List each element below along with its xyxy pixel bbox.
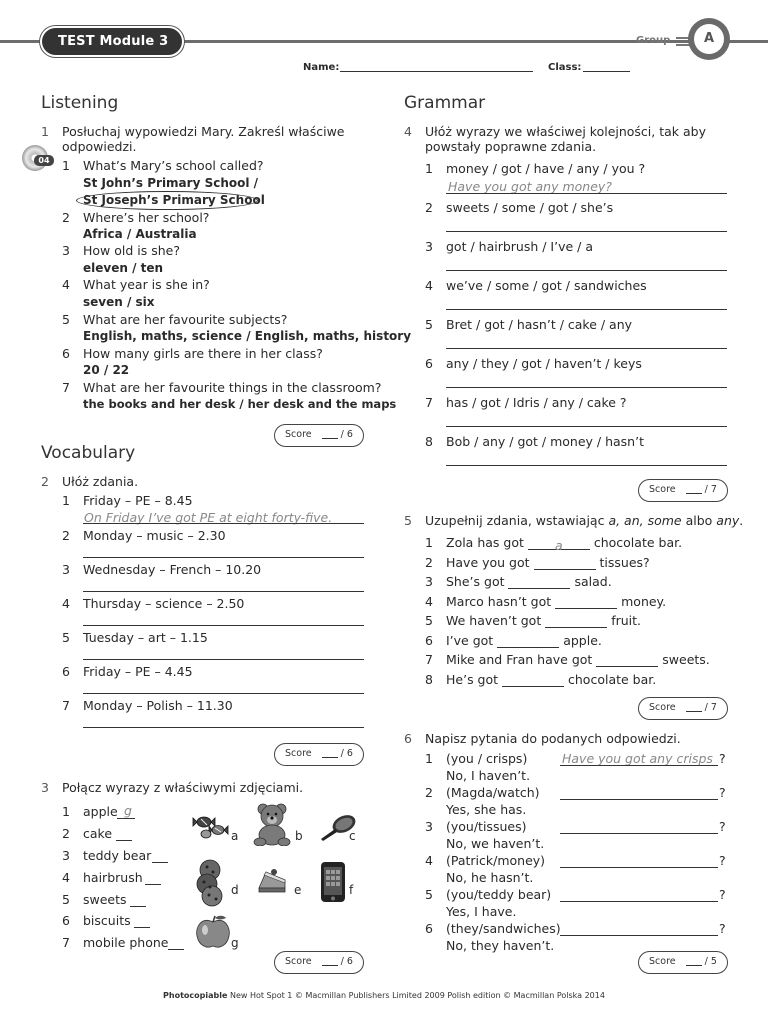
score-total: / 6 [340,956,353,967]
cake-picture [256,866,290,896]
item-number: 6 [425,921,433,936]
item-number: 5 [425,317,433,332]
word-text: hairbrush [83,870,143,885]
class-label: Class: [548,62,582,73]
question-text: How many girls are there in her class? [83,346,323,361]
item-number: 3 [62,243,70,258]
sentence: She’s got salad. [446,574,612,589]
answer-blank[interactable] [502,675,564,687]
exercise-instruction: Uzupełnij zdania, wstawiając a, an, some albo any. [425,513,744,528]
score-blank[interactable] [686,484,702,494]
exercise-instruction: odpowiedzi. [62,139,137,154]
item-number: 7 [425,652,433,667]
word-text: mobile phone [83,935,169,950]
exercise-number: 4 [404,124,412,139]
answer-blank[interactable] [116,840,132,841]
score-total: / 7 [704,484,717,495]
answer-line[interactable] [446,465,727,466]
item-number: 4 [62,277,70,292]
answer-blank[interactable] [555,597,617,609]
score-box [638,697,728,720]
answer-options[interactable]: 20 / 22 [83,363,130,377]
item-number: 8 [425,434,433,449]
score-label: Score [285,956,312,967]
question-text: How old is she? [83,243,180,258]
score-box [274,424,364,447]
cue-text: (you/teddy bear) [446,887,552,902]
answer-blank[interactable]: a [528,538,590,550]
teddy-bear-picture [252,802,292,846]
answer-blank[interactable] [145,884,161,885]
prompt-text: any / they / got / haven’t / keys [446,356,642,371]
prompt-text: Monday – music – 2.30 [83,528,226,543]
score-blank[interactable] [322,956,338,966]
sentence: We haven’t got fruit. [446,613,641,628]
score-label: Score [649,702,676,713]
question-text: What year is she in? [83,277,210,292]
answer-line[interactable] [83,625,364,626]
item-number: 2 [425,785,433,800]
score-label: Score [285,429,312,440]
answer-options[interactable]: seven / six [83,295,155,309]
class-field[interactable] [583,71,630,72]
answer-options[interactable]: St Joseph’s Primary School [83,193,265,207]
prompt-text: has / got / Idris / any / cake ? [446,395,627,410]
exercise-number: 3 [41,780,49,795]
score-total: / 6 [340,429,353,440]
exercise-instruction: Posłuchaj wypowiedzi Mary. Zakreśl właściwe [62,124,345,139]
exercise-number: 6 [404,731,412,746]
answer-options[interactable]: Africa / Australia [83,227,197,241]
prompt-text: Monday – Polish – 11.30 [83,698,233,713]
circled-answer-mark [76,191,258,210]
item-number: 3 [425,239,433,254]
item-number: 4 [425,278,433,293]
item-number: 6 [62,913,70,928]
cue-text: (Magda/watch) [446,785,540,800]
apple-picture [193,914,233,950]
item-number: 5 [425,613,433,628]
item-number: 2 [425,200,433,215]
question-text: Where’s her school? [83,210,210,225]
score-blank[interactable] [686,956,702,966]
picture-letter: g [231,936,239,950]
picture-letter: f [349,883,354,897]
exercise-number: 1 [41,124,49,139]
word-text: biscuits [83,913,131,928]
cue-text: (you / crisps) [446,751,528,766]
answer-line[interactable] [83,659,364,660]
answer-line[interactable] [446,387,727,388]
answer-blank[interactable] [534,558,596,570]
answer-line[interactable] [446,193,727,194]
word-text: apple [83,804,118,819]
answer-line[interactable] [560,799,718,800]
item-number: 1 [62,158,70,173]
picture-letter: a [231,829,239,843]
question-mark: ? [719,853,726,868]
cue-text: (they/sandwiches) [446,921,561,936]
score-blank[interactable] [322,748,338,758]
picture-letter: c [349,829,356,843]
sentence: Have you got tissues? [446,555,650,570]
item-number: 4 [62,596,70,611]
item-number: 3 [425,819,433,834]
answer-line[interactable] [83,523,364,524]
score-total: / 5 [704,956,717,967]
prompt-text: money / got / have / any / you ? [446,161,646,176]
question-mark: ? [719,819,726,834]
example-answer: g [124,803,132,818]
answer-blank[interactable] [117,818,135,819]
answer-line[interactable] [560,765,718,766]
item-number: 2 [62,528,70,543]
answer-line[interactable] [446,309,727,310]
item-number: 6 [62,346,70,361]
group-letter: A [694,24,724,54]
answer-options[interactable]: St John’s Primary School / [83,176,259,190]
item-number: 2 [62,826,70,841]
answer-blank[interactable] [168,949,184,950]
answer-text: Yes, she has. [446,802,527,817]
exercise-number: 5 [404,513,412,528]
question-mark: ? [719,751,726,766]
item-number: 4 [425,594,433,609]
item-number: 6 [425,356,433,371]
mobile-phone-picture [320,861,346,903]
question-mark: ? [719,785,726,800]
cue-text: (you/tissues) [446,819,527,834]
item-number: 6 [62,664,70,679]
prompt-text: Thursday – science – 2.50 [83,596,245,611]
prompt-text: sweets / some / got / she’s [446,200,614,215]
example-answer: On Friday I’ve got PE at eight forty-five. [84,510,333,525]
example-answer: Have you got any money? [448,179,612,194]
copyright-text: New Hot Spot 1 © Macmillan Publishers Limited 2009 Polish edition © Macmillan Polska 2014 [227,991,605,1000]
example-answer: Have you got any crisps [562,751,713,766]
test-module-title: TEST Module 3 [42,28,182,55]
item-number: 5 [62,630,70,645]
picture-letter: e [294,883,302,897]
name-field[interactable] [340,71,533,72]
item-number: 5 [425,887,433,902]
question-mark: ? [719,921,726,936]
score-box [274,743,364,766]
item-number: 7 [62,935,70,950]
sentence: Marco hasn’t got money. [446,594,667,609]
word-text: teddy bear [83,848,152,863]
item-number: 1 [425,751,433,766]
answer-line[interactable] [446,231,727,232]
picture-letter: b [295,829,303,843]
sentence: I’ve got apple. [446,633,602,648]
sentence: Zola has got a chocolate bar. [446,535,683,553]
score-label: Score [285,748,312,759]
answer-text: Yes, I have. [446,904,517,919]
score-box [638,951,728,974]
answer-blank[interactable] [152,862,168,863]
answer-text: No, they haven’t. [446,938,555,953]
item-number: 4 [62,870,70,885]
item-number: 1 [425,535,433,550]
prompt-text: we’ve / some / got / sandwiches [446,278,647,293]
score-total: / 7 [704,702,717,713]
answer-blank[interactable] [508,577,570,589]
name-label: Name: [303,62,340,73]
exercise-instruction: Napisz pytania do podanych odpowiedzi. [425,731,681,746]
answer-text: No, we haven’t. [446,836,545,851]
exercise-instruction: Ułóż zdania. [62,474,139,489]
item-number: 1 [62,493,70,508]
item-number: 7 [62,698,70,713]
item-number: 2 [425,555,433,570]
score-label: Score [649,484,676,495]
answer-line[interactable] [446,348,727,349]
answer-line[interactable] [560,833,718,834]
item-number: 5 [62,892,70,907]
answer-text: No, I haven’t. [446,768,531,783]
answer-line[interactable] [560,901,718,902]
question-mark: ? [719,887,726,902]
answer-blank[interactable] [134,927,150,928]
answer-blank[interactable] [497,636,559,648]
word-text: sweets [83,892,127,907]
prompt-text: got / hairbrush / I’ve / a [446,239,593,254]
exercise-instruction: Połącz wyrazy z właściwymi zdjęciami. [62,780,304,795]
item-number: 4 [425,853,433,868]
answer-options[interactable]: English, maths, science / English, maths, history [83,329,412,343]
copyright-footer [0,991,768,1000]
answer-blank[interactable] [596,655,658,667]
sweets-picture [192,808,230,840]
exercise-number: 2 [41,474,49,489]
answer-line[interactable] [446,426,727,427]
score-blank[interactable] [686,702,702,712]
answer-options[interactable]: the books and her desk / her desk and the maps [83,397,397,411]
listening-title: Listening [41,93,119,113]
biscuits-picture [194,858,230,908]
item-number: 2 [62,210,70,225]
picture-letter: d [231,883,239,897]
prompt-text: Bret / got / hasn’t / cake / any [446,317,633,332]
item-number: 3 [425,574,433,589]
score-box [638,479,728,502]
answer-line[interactable] [446,270,727,271]
exercise-instruction: Ułóż wyrazy we właściwej kolejności, tak aby [425,124,706,139]
item-number: 1 [425,161,433,176]
exercise-instruction: powstały poprawne zdania. [425,139,597,154]
item-number: 1 [62,804,70,819]
prompt-text: Wednesday – French – 10.20 [83,562,262,577]
score-blank[interactable] [322,429,338,439]
item-number: 6 [425,633,433,648]
question-text: What’s Mary’s school called? [83,158,264,173]
word-text: cake [83,826,113,841]
vocabulary-title: Vocabulary [41,443,136,463]
answer-line[interactable] [560,935,718,936]
photocopiable-label: Photocopiable [163,991,228,1000]
group-badge [688,18,730,60]
item-number: 3 [62,562,70,577]
score-label: Score [649,956,676,967]
cue-text: (Patrick/money) [446,853,546,868]
grammar-title: Grammar [404,93,486,113]
cd-track-number: 04 [34,155,54,166]
question-text: What are her favourite subjects? [83,312,288,327]
answer-line[interactable] [83,727,364,728]
item-number: 8 [425,672,433,687]
question-text: What are her favourite things in the classroom? [83,380,382,395]
score-total: / 6 [340,748,353,759]
sentence: Mike and Fran have got sweets. [446,652,710,667]
prompt-text: Tuesday – art – 1.15 [83,630,208,645]
prompt-text: Friday – PE – 8.45 [83,493,193,508]
score-box [274,951,364,974]
prompt-text: Bob / any / got / money / hasn’t [446,434,644,449]
item-number: 7 [62,380,70,395]
answer-line[interactable] [560,867,718,868]
answer-line[interactable] [83,557,364,558]
answer-blank[interactable] [130,906,146,907]
answer-line[interactable] [83,591,364,592]
prompt-text: Friday – PE – 4.45 [83,664,193,679]
sentence: He’s got chocolate bar. [446,672,657,687]
answer-blank[interactable] [545,616,607,628]
answer-options[interactable]: eleven / ten [83,261,164,275]
item-number: 5 [62,312,70,327]
answer-text: No, he hasn’t. [446,870,534,885]
item-number: 3 [62,848,70,863]
group-label: Group [636,35,671,46]
item-number: 7 [425,395,433,410]
answer-line[interactable] [83,693,364,694]
